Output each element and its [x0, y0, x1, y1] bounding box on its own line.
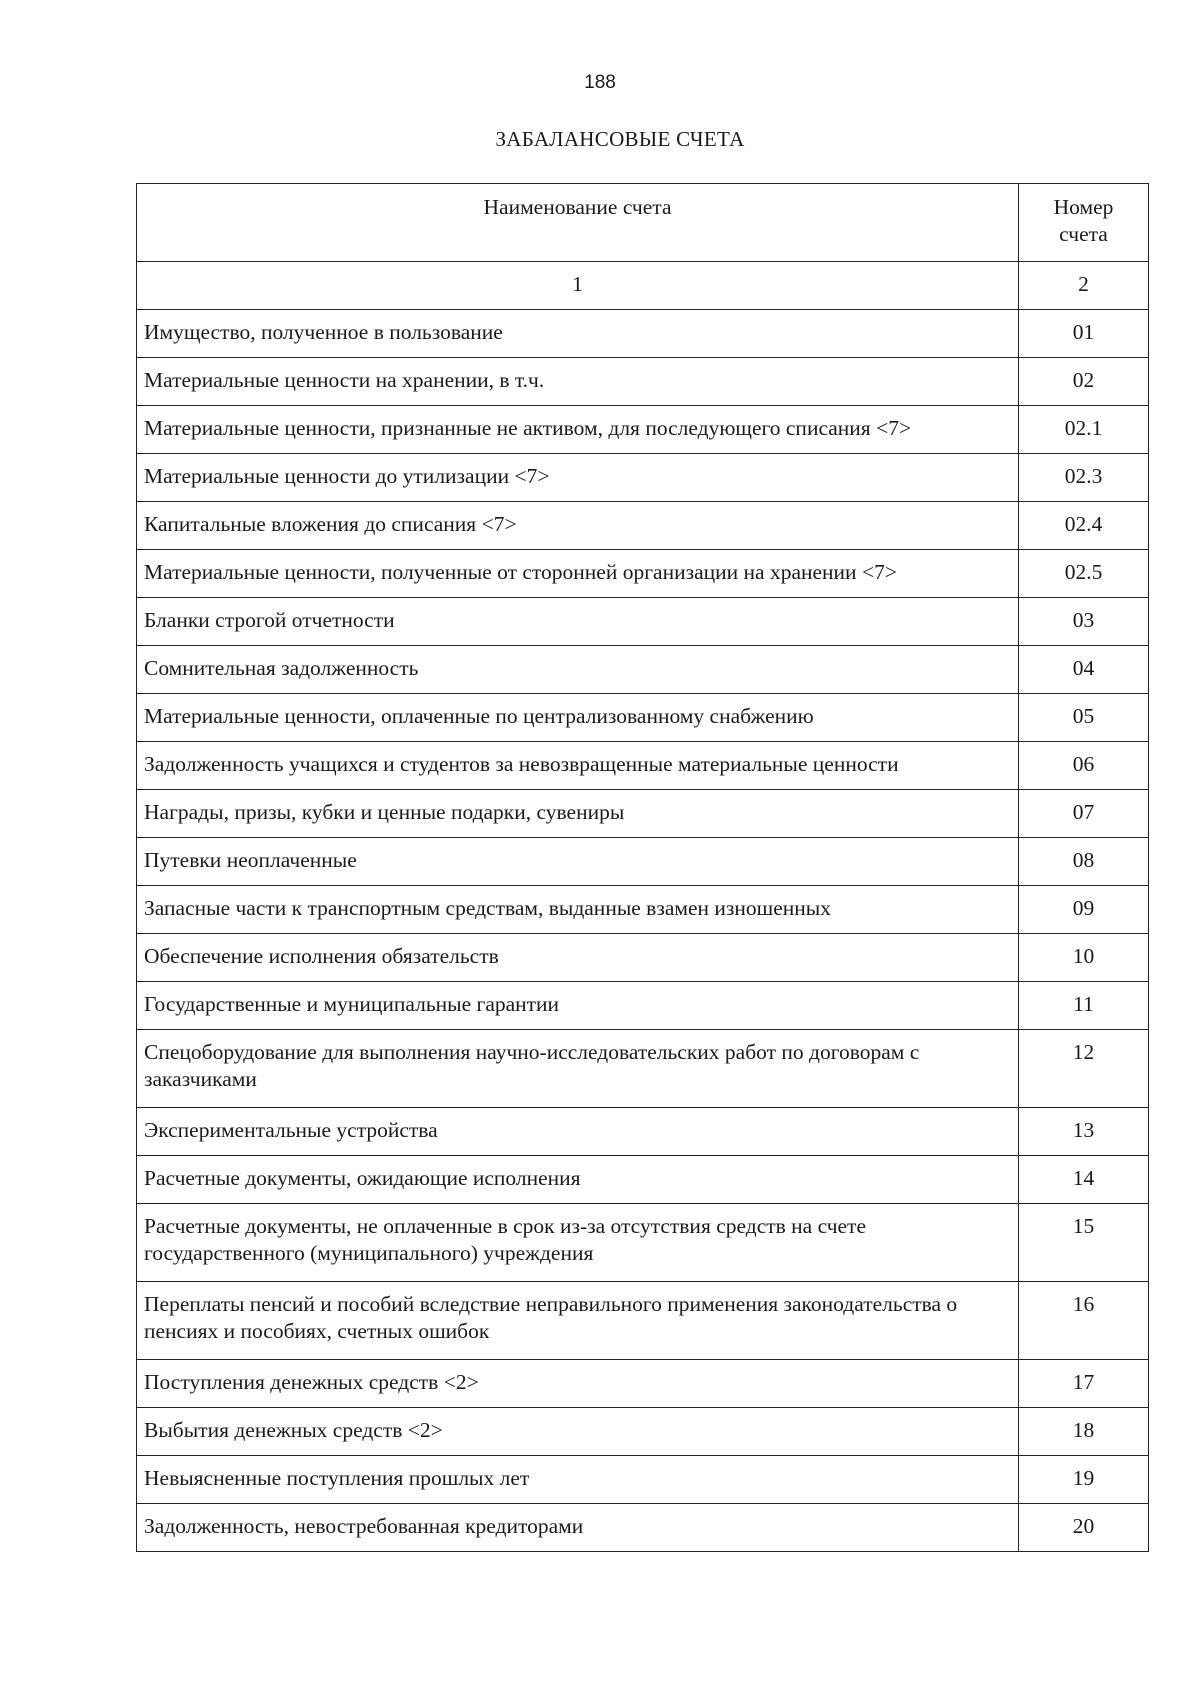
account-name: Экспериментальные устройства: [137, 1108, 1019, 1156]
account-number: 05: [1019, 694, 1149, 742]
table-row: [137, 454, 1149, 502]
table-header-row: [137, 184, 1149, 262]
table-row: [137, 1456, 1149, 1504]
account-name: Расчетные документы, ожидающие исполнения: [137, 1156, 1019, 1204]
table-row: [137, 1204, 1149, 1282]
accounts-table: [136, 183, 1149, 1552]
account-name: Запасные части к транспортным средствам, выданные взамен изношенных: [137, 886, 1019, 934]
account-name: Награды, призы, кубки и ценные подарки, сувениры: [137, 790, 1019, 838]
account-name: Спецоборудование для выполнения научно-исследовательских работ по договорам с заказчиками: [137, 1030, 1019, 1108]
column-number-1: 1: [137, 262, 1019, 310]
table-row: [137, 310, 1149, 358]
account-number: 02.3: [1019, 454, 1149, 502]
table-row: [137, 934, 1149, 982]
column-number-2: 2: [1019, 262, 1149, 310]
header-account-number-line1: Номер: [1053, 195, 1114, 219]
account-name: Выбытия денежных средств <2>: [137, 1408, 1019, 1456]
account-number: 17: [1019, 1360, 1149, 1408]
account-name: Расчетные документы, не оплаченные в срок из-за отсутствия средств на счете государственного (муниципального) учреждения: [137, 1204, 1019, 1282]
account-name: Сомнительная задолженность: [137, 646, 1019, 694]
table-row: [137, 1408, 1149, 1456]
table-row: [137, 838, 1149, 886]
account-name: Задолженность учащихся и студентов за невозвращенные материальные ценности: [137, 742, 1019, 790]
account-name: Материальные ценности до утилизации <7>: [137, 454, 1019, 502]
account-number: 06: [1019, 742, 1149, 790]
table-row: [137, 982, 1149, 1030]
account-name: Капитальные вложения до списания <7>: [137, 502, 1019, 550]
table-row: [137, 1504, 1149, 1552]
account-name: Путевки неоплаченные: [137, 838, 1019, 886]
table-row: [137, 1360, 1149, 1408]
table-row: [137, 694, 1149, 742]
account-number: 10: [1019, 934, 1149, 982]
account-number: 11: [1019, 982, 1149, 1030]
table-row: [137, 742, 1149, 790]
account-number: 13: [1019, 1108, 1149, 1156]
account-name: Государственные и муниципальные гарантии: [137, 982, 1019, 1030]
account-number: 09: [1019, 886, 1149, 934]
table-row: [137, 358, 1149, 406]
table-row: [137, 790, 1149, 838]
account-number: 02.4: [1019, 502, 1149, 550]
account-name: Невыясненные поступления прошлых лет: [137, 1456, 1019, 1504]
account-number: 20: [1019, 1504, 1149, 1552]
header-account-name: Наименование счета: [137, 184, 1019, 262]
table-row: [137, 598, 1149, 646]
page-number: 188: [584, 72, 616, 93]
account-number: 14: [1019, 1156, 1149, 1204]
account-number: 03: [1019, 598, 1149, 646]
account-name: Поступления денежных средств <2>: [137, 1360, 1019, 1408]
account-number: 16: [1019, 1282, 1149, 1360]
table-body: [137, 310, 1149, 1552]
account-number: 02.1: [1019, 406, 1149, 454]
table-row: [137, 1030, 1149, 1108]
account-name: Задолженность, невостребованная кредиторами: [137, 1504, 1019, 1552]
table-row: [137, 1156, 1149, 1204]
account-number: 08: [1019, 838, 1149, 886]
account-number: 18: [1019, 1408, 1149, 1456]
header-account-number: [1019, 184, 1149, 262]
table-row: [137, 1282, 1149, 1360]
account-name: Обеспечение исполнения обязательств: [137, 934, 1019, 982]
account-number: 02: [1019, 358, 1149, 406]
account-name: Переплаты пенсий и пособий вследствие неправильного применения законодательства о пенсиях и пособиях, счетных ошибок: [137, 1282, 1019, 1360]
account-number: 12: [1019, 1030, 1149, 1108]
column-number-row: [137, 262, 1149, 310]
table-row: [137, 646, 1149, 694]
account-number: 01: [1019, 310, 1149, 358]
account-name: Имущество, полученное в пользование: [137, 310, 1019, 358]
account-number: 07: [1019, 790, 1149, 838]
account-name: Бланки строгой отчетности: [137, 598, 1019, 646]
account-name: Материальные ценности, признанные не активом, для последующего списания <7>: [137, 406, 1019, 454]
table-row: [137, 550, 1149, 598]
table-row: [137, 406, 1149, 454]
header-account-number-line2: счета: [1059, 222, 1108, 246]
account-number: 04: [1019, 646, 1149, 694]
account-number: 19: [1019, 1456, 1149, 1504]
account-number: 15: [1019, 1204, 1149, 1282]
table-row: [137, 1108, 1149, 1156]
account-name: Материальные ценности, полученные от сторонней организации на хранении <7>: [137, 550, 1019, 598]
account-name: Материальные ценности на хранении, в т.ч.: [137, 358, 1019, 406]
account-number: 02.5: [1019, 550, 1149, 598]
table-row: [137, 502, 1149, 550]
table-row: [137, 886, 1149, 934]
account-name: Материальные ценности, оплаченные по централизованному снабжению: [137, 694, 1019, 742]
document-title: ЗАБАЛАНСОВЫЕ СЧЕТА: [495, 127, 745, 151]
